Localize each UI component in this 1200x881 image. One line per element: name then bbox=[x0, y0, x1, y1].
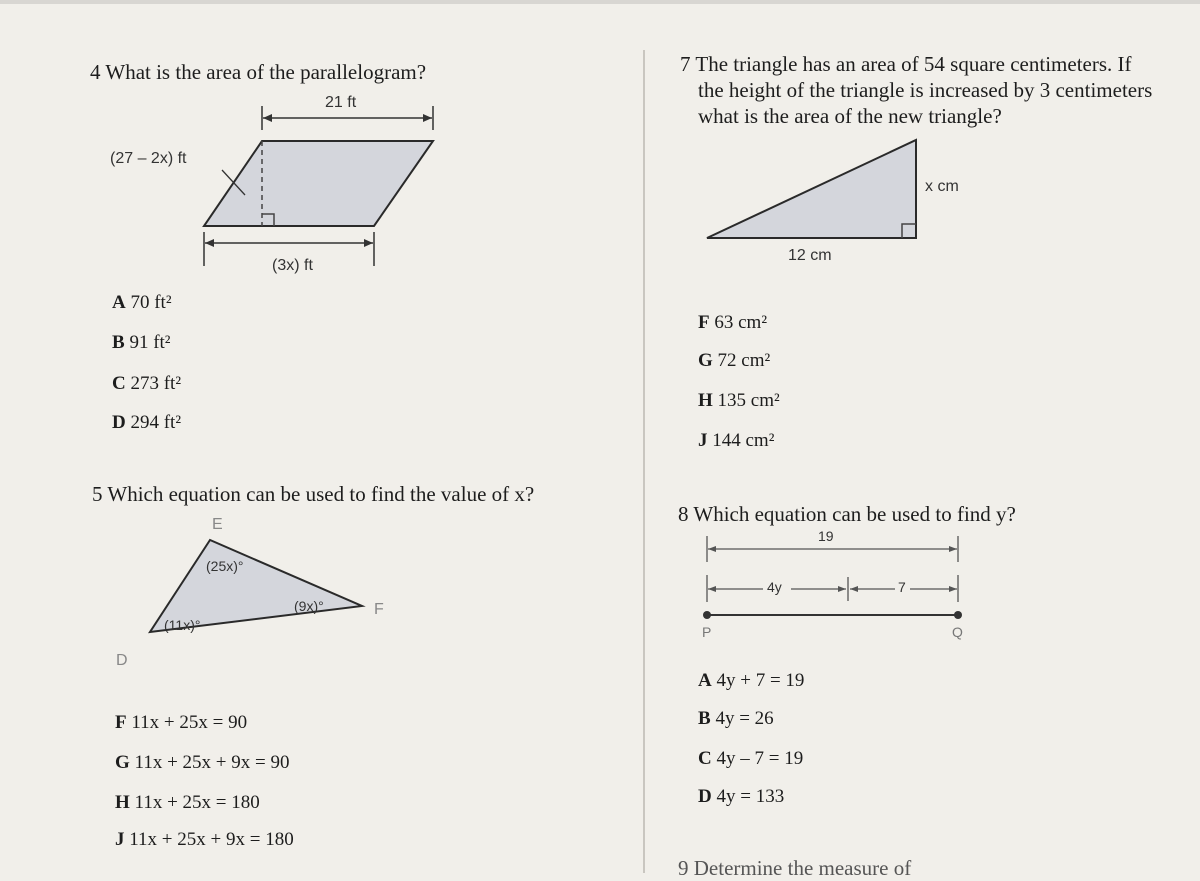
q7-label-height: x cm bbox=[925, 178, 959, 195]
point-q-dot bbox=[954, 611, 962, 619]
q5-title: 5 Which equation can be used to find the value of x? bbox=[92, 482, 535, 506]
q7-title-line2: the height of the triangle is increased by 3 centimeters bbox=[698, 78, 1153, 102]
q5-vertex-d: D bbox=[116, 652, 128, 669]
q8-label-4y: 4y bbox=[767, 579, 782, 595]
q8-choice-c[interactable]: C 4y – 7 = 19 bbox=[698, 748, 804, 769]
q5-angle-d: (11x)° bbox=[164, 617, 201, 633]
q7-choice-j[interactable]: J 144 cm² bbox=[698, 430, 775, 451]
q4-title: 4 What is the area of the parallelogram? bbox=[90, 60, 427, 84]
q4-label-bottom: (3x) ft bbox=[272, 257, 313, 274]
q4-choice-a[interactable]: A 70 ft² bbox=[112, 292, 172, 313]
q8-choice-b[interactable]: B 4y = 26 bbox=[698, 708, 774, 729]
q5-vertex-e: E bbox=[212, 516, 223, 533]
q8-label-total: 19 bbox=[818, 528, 834, 544]
q5-choice-g[interactable]: G 11x + 25x + 9x = 90 bbox=[115, 752, 290, 773]
q7-choice-g[interactable]: G 72 cm² bbox=[698, 350, 771, 371]
q5-choice-h[interactable]: H 11x + 25x = 180 bbox=[115, 792, 260, 813]
q7-title-line1: 7 The triangle has an area of 54 square centimeters. If bbox=[680, 52, 1132, 76]
q8-point-p: P bbox=[702, 624, 712, 640]
q8-title: 8 Which equation can be used to find y? bbox=[678, 502, 1016, 526]
q4-choice-d[interactable]: D 294 ft² bbox=[112, 412, 182, 433]
q9-title-partial: 9 Determine the measure of bbox=[678, 856, 912, 880]
q7-title-line3: what is the area of the new triangle? bbox=[698, 104, 1002, 128]
q8-choice-d[interactable]: D 4y = 133 bbox=[698, 786, 785, 807]
q4-label-side: (27 – 2x) ft bbox=[110, 150, 187, 167]
q5-angle-f: (9x)° bbox=[294, 598, 324, 614]
q8-label-7: 7 bbox=[898, 579, 906, 595]
point-p-dot bbox=[703, 611, 711, 619]
q5-choice-f[interactable]: F 11x + 25x = 90 bbox=[115, 712, 248, 733]
q8-choice-a[interactable]: A 4y + 7 = 19 bbox=[698, 670, 805, 691]
q5-angle-e: (25x)° bbox=[206, 558, 244, 574]
q7-choice-f[interactable]: F 63 cm² bbox=[698, 312, 768, 333]
q8-point-q: Q bbox=[952, 624, 963, 640]
q4-choice-b[interactable]: B 91 ft² bbox=[112, 332, 171, 353]
q5-vertex-f: F bbox=[374, 601, 384, 618]
q7-label-base: 12 cm bbox=[788, 247, 832, 264]
q5-choice-j[interactable]: J 11x + 25x + 9x = 180 bbox=[115, 829, 294, 850]
q4-label-top: 21 ft bbox=[325, 94, 357, 111]
q4-choice-c[interactable]: C 273 ft² bbox=[112, 373, 182, 394]
q7-choice-h[interactable]: H 135 cm² bbox=[698, 390, 780, 411]
